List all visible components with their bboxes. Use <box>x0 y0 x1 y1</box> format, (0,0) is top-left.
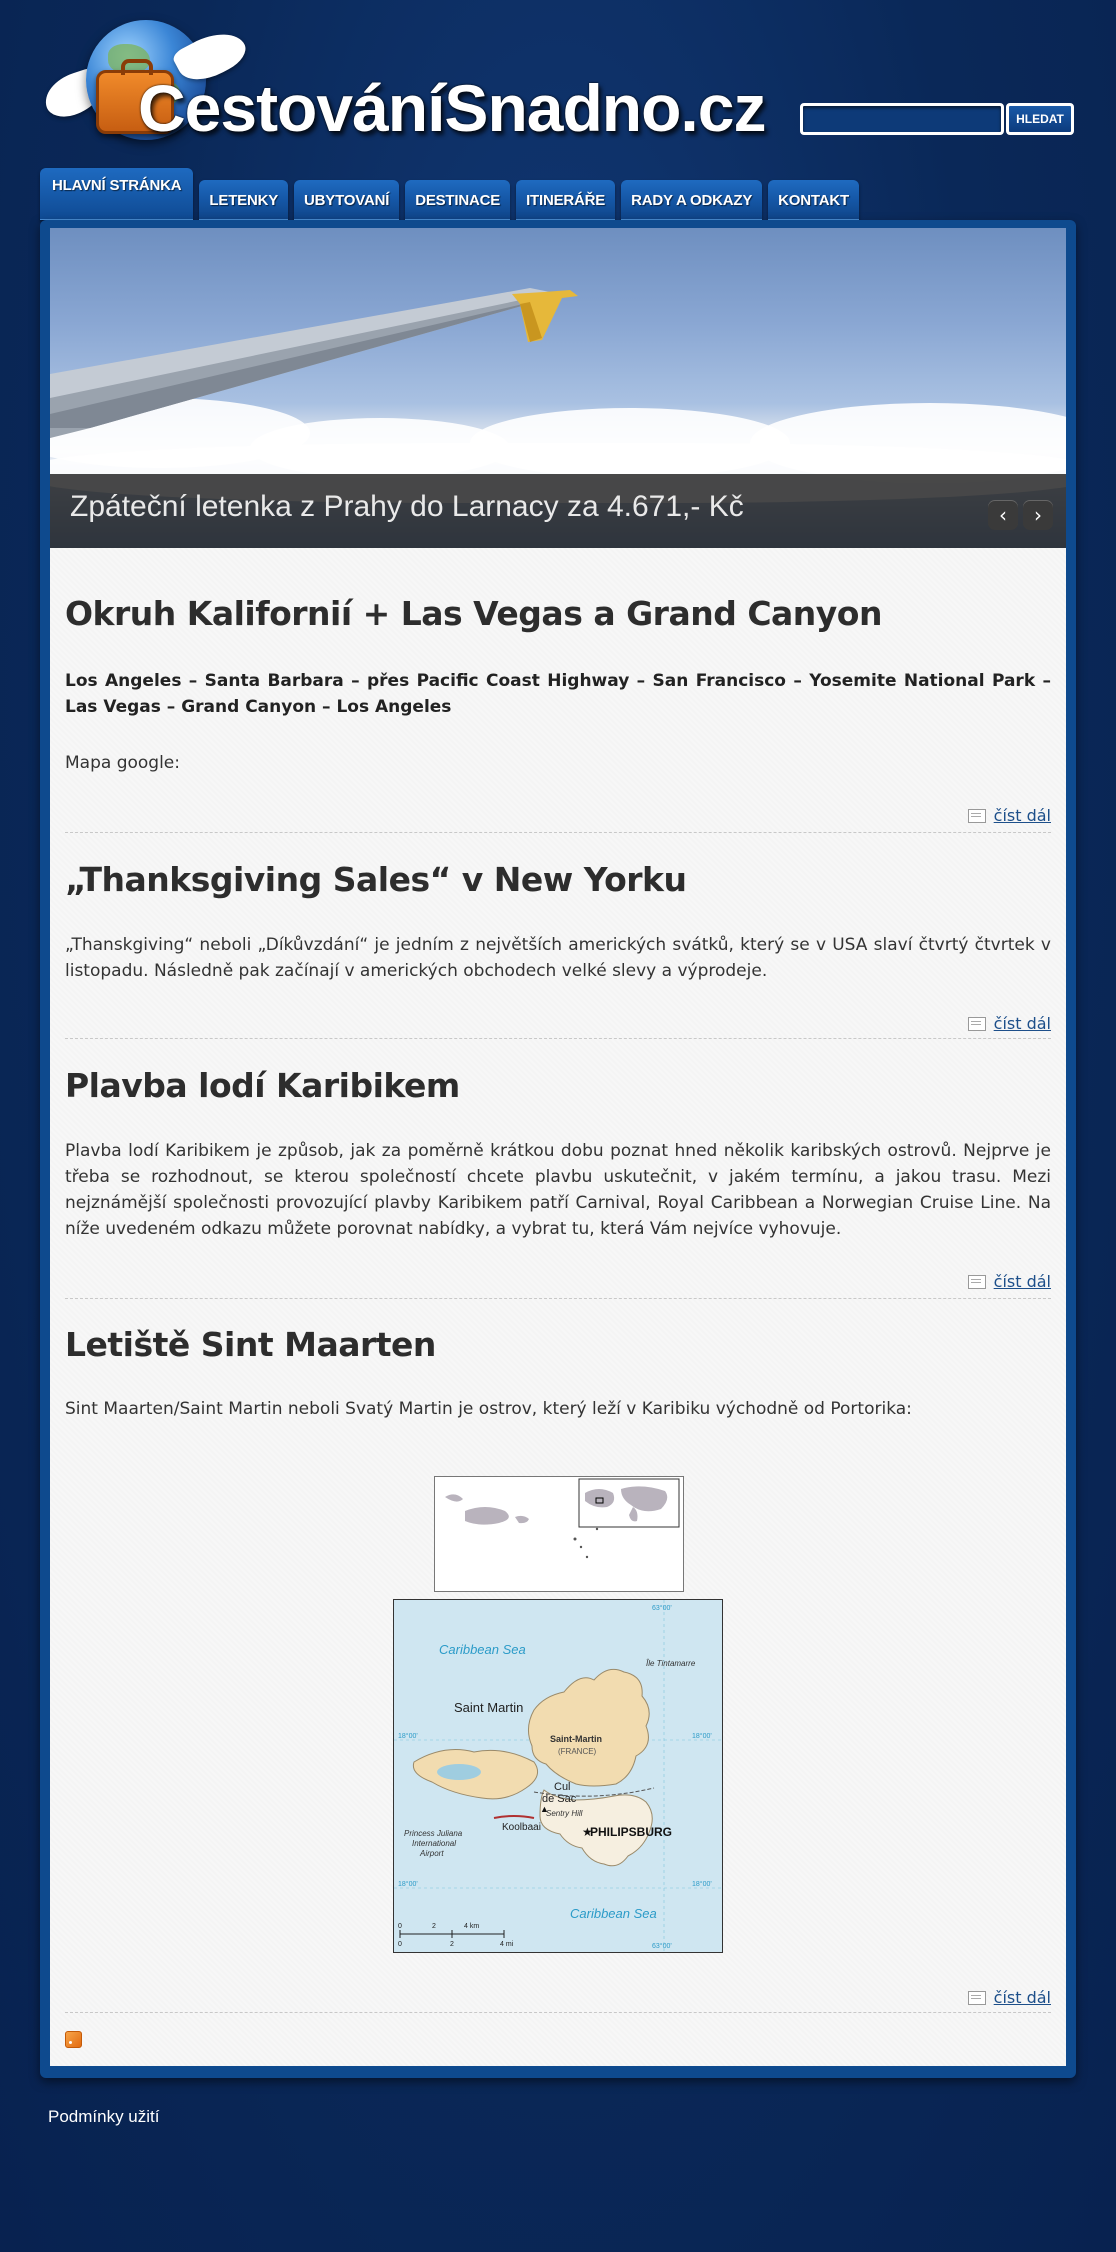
read-more-link[interactable] <box>968 806 1051 825</box>
slider-caption-bar <box>50 474 1066 548</box>
main-content <box>50 228 1066 2066</box>
document-icon <box>968 809 986 823</box>
read-more-link[interactable] <box>968 1014 1051 1033</box>
search-button[interactable]: HLEDAT <box>1006 103 1074 135</box>
slider-caption[interactable]: Zpáteční letenka z Prahy do Larnacy za 4.671,- Kč <box>70 490 744 523</box>
tab-label: KONTAKT <box>778 191 849 209</box>
article-divider <box>65 2012 1051 2013</box>
map-label-koolbaai: Koolbaai <box>502 1822 541 1833</box>
main-nav <box>40 168 859 220</box>
document-icon <box>968 1275 986 1289</box>
read-more-label: číst dál <box>993 1272 1051 1291</box>
article-text: Sint Maarten/Saint Martin neboli Svatý Martin je ostrov, který leží v Karibiku východně od Portorika: <box>65 1399 912 1419</box>
map-label-philipsburg: PHILIPSBURG <box>590 1825 673 1839</box>
map-label-de-sac: de Sac <box>542 1793 577 1805</box>
scale-label: 2 <box>450 1941 454 1948</box>
map-label-airport-3: Airport <box>420 1849 444 1858</box>
search-form <box>800 103 1064 135</box>
article-divider <box>65 832 1051 833</box>
article-title[interactable]: Plavba lodí Karibikem <box>65 1066 460 1105</box>
article-title[interactable]: Letiště Sint Maarten <box>65 1325 436 1364</box>
article-divider <box>65 1038 1051 1039</box>
terms-of-use-link[interactable]: Podmínky užití <box>48 2107 160 2126</box>
site-title[interactable]: CestováníSnadno.cz <box>138 71 766 145</box>
site-logo[interactable] <box>44 14 766 145</box>
article-text: „Thanskgiving“ neboli „Díkůvzdání“ je jedním z největších amerických svátků, který se v USA slaví čtvrtý čtvrtek v listopadu. Následně pak začínají v amerických obchodech velké slevy a výprodeje. <box>65 935 1051 981</box>
article-title[interactable]: Okruh Kalifornií + Las Vegas a Grand Canyon <box>65 594 882 633</box>
slider-prev-button[interactable]: ‹ <box>988 500 1018 530</box>
map-label-latitude: 18°00' <box>398 1881 418 1888</box>
scale-label: 4 km <box>464 1923 480 1930</box>
scale-label: 0 <box>398 1923 402 1930</box>
article-text: Mapa google: <box>65 753 180 773</box>
tab-label: HLAVNÍ STRÁNKA <box>52 176 182 194</box>
tab-itineraries[interactable] <box>516 180 615 220</box>
map-label-longitude: 63°00' <box>652 1605 672 1612</box>
map-label-tintamarre: Île Tintamarre <box>646 1659 696 1668</box>
tab-flights[interactable] <box>199 180 288 220</box>
tab-label: UBYTOVANÍ <box>304 191 390 209</box>
document-icon <box>968 1017 986 1031</box>
search-input[interactable] <box>800 103 1004 135</box>
map-label-latitude: 18°00' <box>398 1733 418 1740</box>
tab-label: RADY A ODKAZY <box>631 191 753 209</box>
map-label-cul: Cul <box>554 1781 571 1793</box>
map-label-airport-2: International <box>412 1839 457 1848</box>
sint-maarten-map <box>393 1599 723 1953</box>
tab-label: ITINERÁŘE <box>526 191 606 209</box>
rss-icon[interactable] <box>65 2031 82 2048</box>
tab-accommodation[interactable] <box>294 180 399 220</box>
map-label-latitude: 18°00' <box>692 1881 712 1888</box>
slider-next-button[interactable]: › <box>1023 500 1053 530</box>
map-label-latitude: 18°00' <box>692 1733 712 1740</box>
caribbean-locator-map <box>434 1476 684 1592</box>
map-label-saint-martin-fr: Saint-Martin <box>550 1734 603 1744</box>
map-label-france: (FRANCE) <box>558 1747 597 1756</box>
map-label-longitude: 63°00' <box>652 1943 672 1950</box>
tab-label: DESTINACE <box>415 191 501 209</box>
read-more-link[interactable] <box>968 1272 1051 1291</box>
scale-label: 4 mi <box>500 1941 514 1948</box>
map-label-caribbean-sea: Caribbean Sea <box>439 1642 526 1657</box>
read-more-label: číst dál <box>993 1988 1051 2007</box>
map-label-airport-1: Princess Juliana <box>404 1829 463 1838</box>
capital-star-icon: ★ <box>582 1825 593 1839</box>
read-more-link[interactable] <box>968 1988 1051 2007</box>
read-more-label: číst dál <box>993 806 1051 825</box>
map-label-saint-martin: Saint Martin <box>454 1700 524 1715</box>
article-divider <box>65 1298 1051 1299</box>
scale-label: 0 <box>398 1941 402 1948</box>
scale-label: 2 <box>432 1923 436 1930</box>
tab-contact[interactable] <box>768 180 859 220</box>
document-icon <box>968 1991 986 2005</box>
tab-label: LETENKY <box>209 191 279 209</box>
tab-tips-links[interactable] <box>621 180 762 220</box>
article-title[interactable]: „Thanksgiving Sales“ v New Yorku <box>65 860 687 899</box>
map-label-caribbean-sea-2: Caribbean Sea <box>570 1906 657 1921</box>
tab-destinations[interactable] <box>405 180 510 220</box>
image-slider[interactable] <box>50 228 1066 548</box>
map-label-sentry-hill: Sentry Hill <box>546 1809 583 1818</box>
peak-triangle-icon: ▲ <box>540 1804 549 1814</box>
read-more-label: číst dál <box>993 1014 1051 1033</box>
article-text: Plavba lodí Karibikem je způsob, jak za poměrně krátkou dobu poznat hned několik karibských ostrovů. Nejprve je třeba se rozhodnout, se kterou společností chcete plavbu uskutečnit, v jakém termínu, a jakou trasu. Mezi nejznámější společnosti provozující plavby Karibikem patří Carnival, Royal Caribbean a Norwegian Cruise Line. Na níže uvedeném odkazu můžete porovnat nabídky, a vybrat tu, která Vám nejvíce vyhovuje. <box>65 1141 1051 1239</box>
article-intro: Los Angeles – Santa Barbara – přes Pacific Coast Highway – San Francisco – Yosemite National Park – Las Vegas – Grand Canyon – Los Angeles <box>65 671 1051 717</box>
tab-home[interactable] <box>40 168 193 220</box>
